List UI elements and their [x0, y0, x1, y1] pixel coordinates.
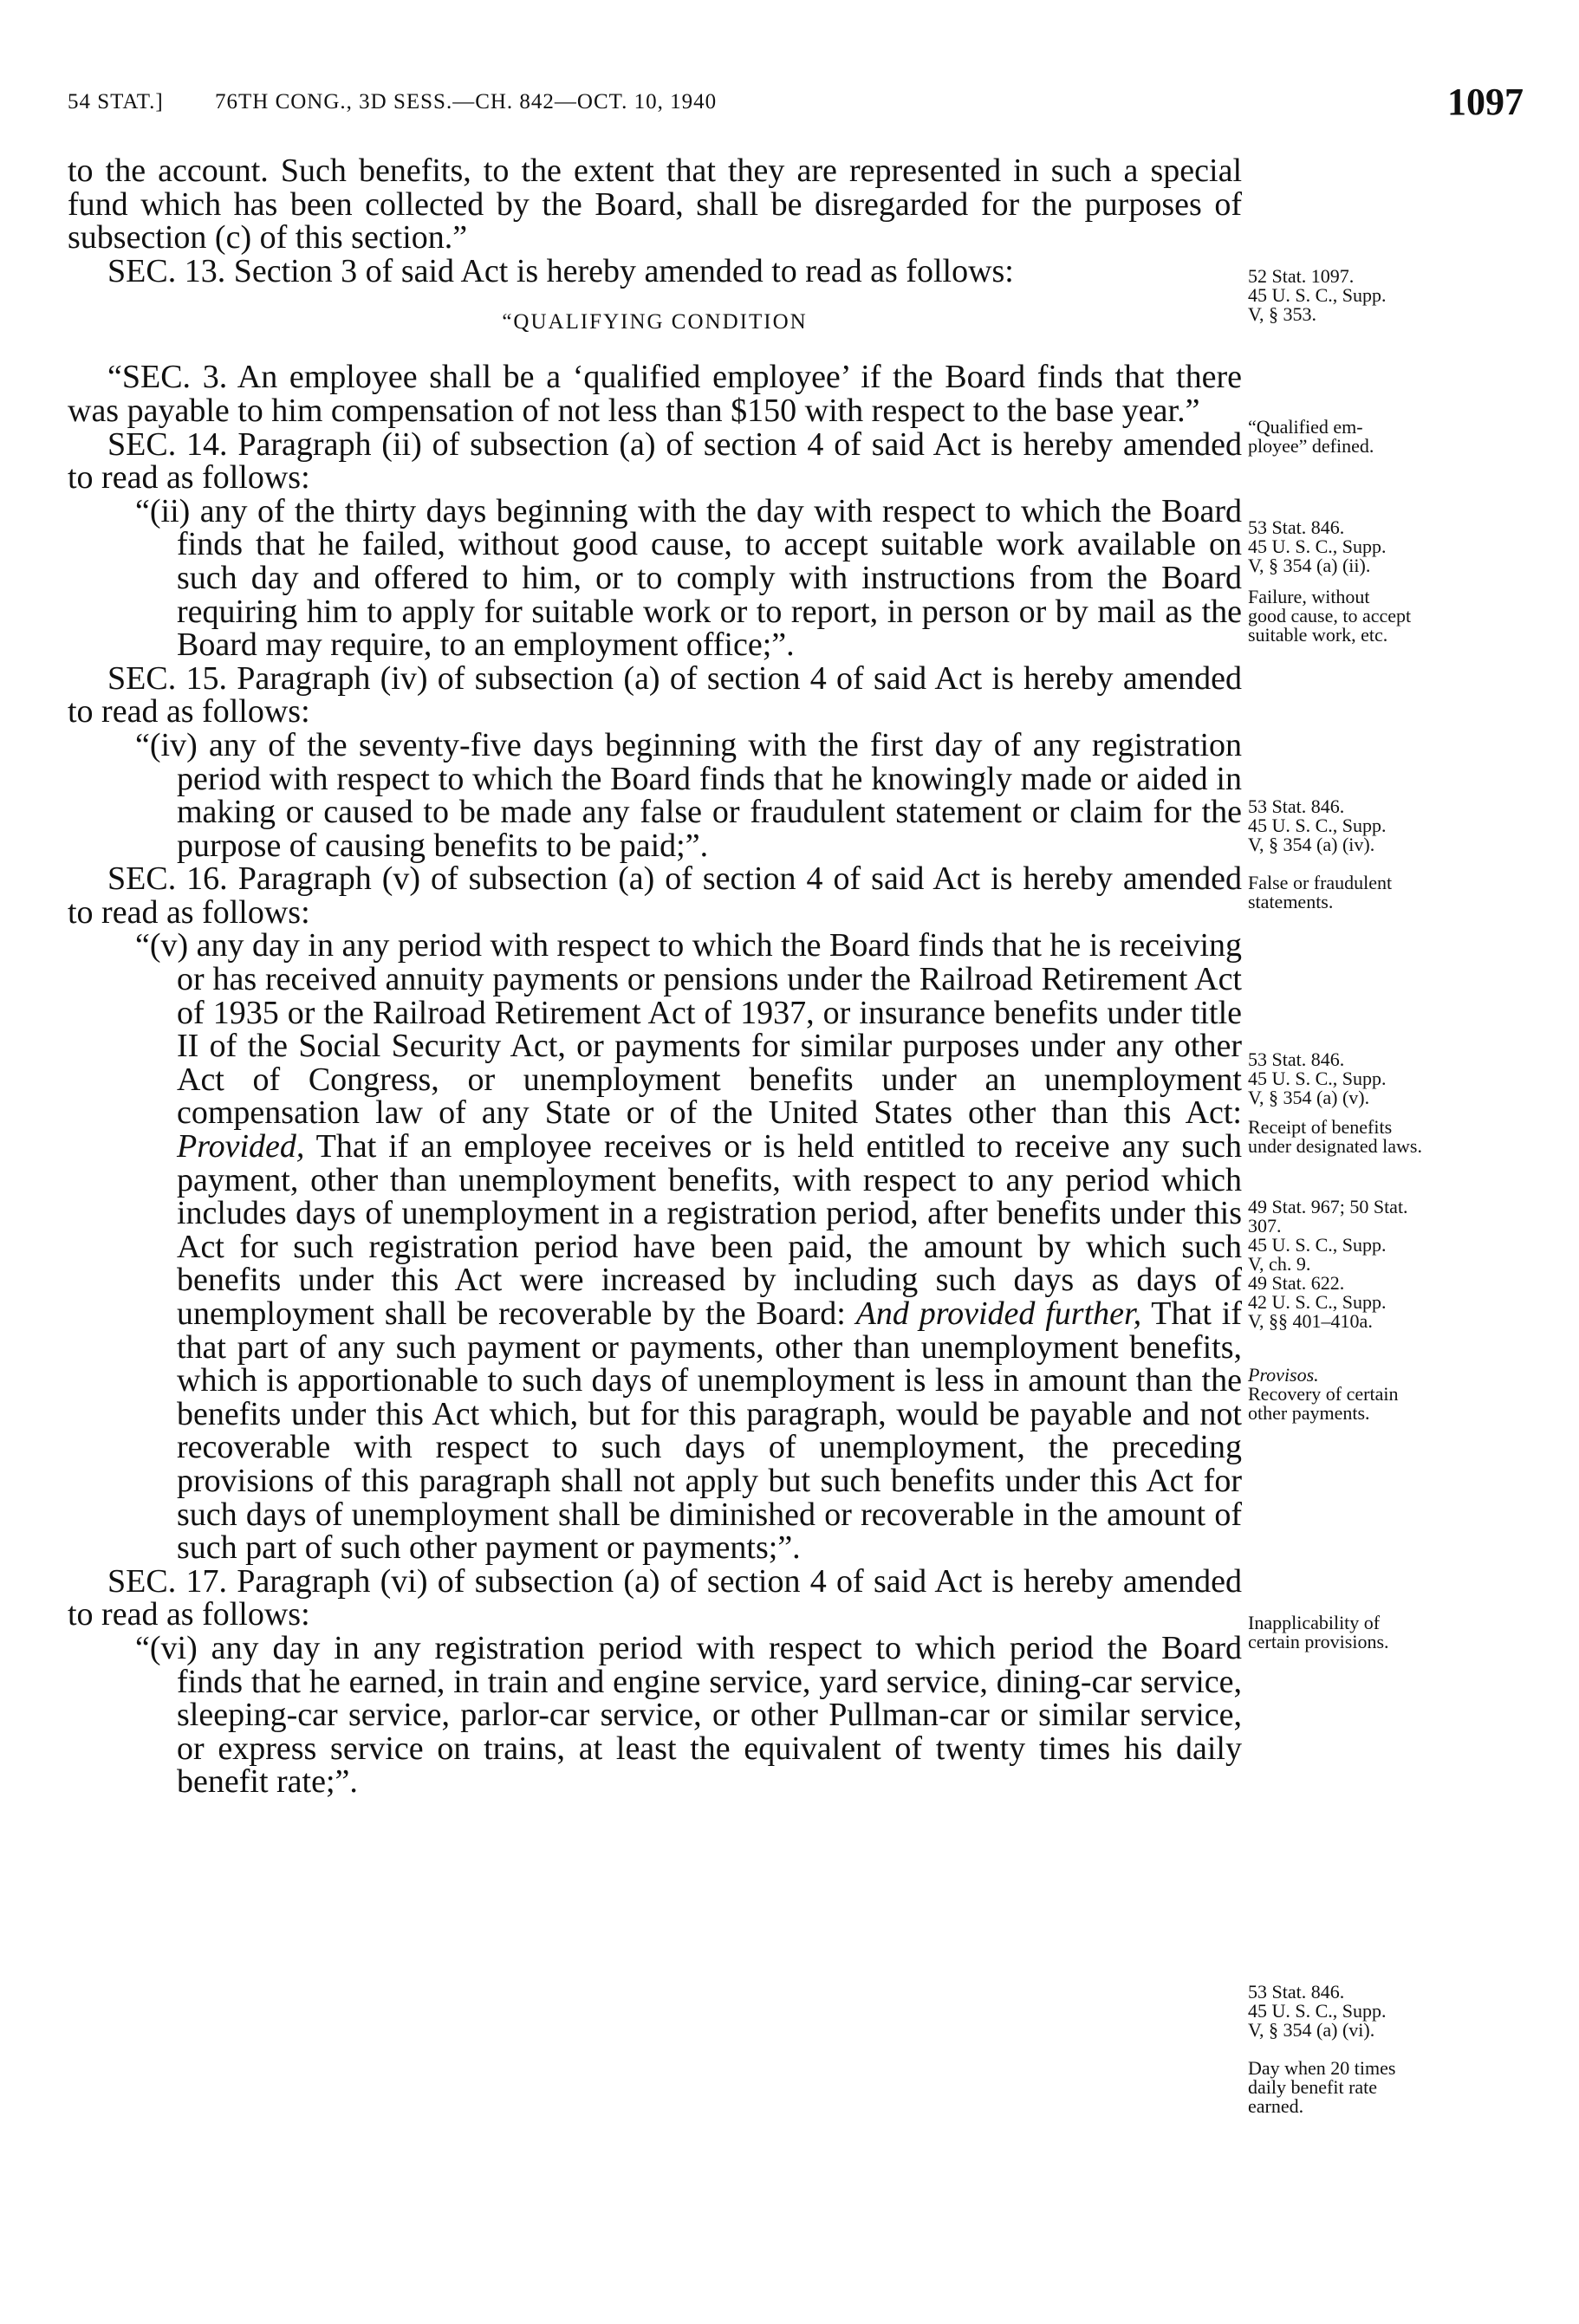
- section-heading: “QUALIFYING CONDITION: [502, 310, 808, 334]
- margin-note-topic: Inapplicability of certain provisions.: [1248, 1612, 1389, 1652]
- paragraph-v-part-2: That if an employee receives or is held entitled to receive any such payment, other than unemployment benefits, with respect to any period which includes days of unemployment in a registration period, after benefits under this Act for such registration period have been paid, the amount by which such benefits under this Act were increased by including such days as days of unemployment shall be recoverable by the Board:: [177, 1128, 1242, 1332]
- margin-note-topic: Day when 20 times daily benefit rate earned.: [1248, 2057, 1396, 2117]
- paragraph-v-part-1: “(v) any day in any period with respect to which the Board finds that he is receiving or has received annuity payments or pensions under the Railroad Retirement Act of 1935 or the Railroad Retirement Act of 1937, or insurance benefits under title II of the Social Security Act, or payments for similar purposes under any other Act of Congress, or unemployment benefits under an unemployment compensation law of any State or of the United States other than this Act:: [135, 927, 1242, 1132]
- section-text: Paragraph (ii) of subsection (a) of section 4 of said Act is hereby amended to read as follows:: [68, 425, 1242, 497]
- session-chapter-date: 76TH CONG., 3D SESS.—CH. 842—OCT. 10, 1940: [215, 90, 718, 114]
- margin-note-topic: “Qualified em- ployee” defined.: [1248, 416, 1374, 457]
- section-label: SEC. 17.: [107, 1562, 227, 1600]
- paragraph-v-part-3: That if that part of any such payment or payments, other than unemployment benefits, which is apportionable to such days of unemployment is less in amount than the benefits under this Act which, but for this paragraph, would be payable and not recoverable with respect to such days of unemployment, the preceding provisions of this paragraph shall not apply but such benefits under this Act for such days of unemployment shall be diminished or recoverable in the amount of such part of such other payment or payments;”.: [177, 1295, 1242, 1567]
- statute-text: [68, 154, 1242, 1799]
- proviso-marker: Provided,: [177, 1128, 305, 1165]
- volume-reference: 54 STAT.]: [68, 90, 164, 114]
- section-text: Paragraph (iv) of subsection (a) of section 4 of said Act is hereby amended to read as follows:: [68, 659, 1242, 730]
- section-text: Paragraph (vi) of subsection (a) of section 4 of said Act is hereby amended to read as follows:: [68, 1562, 1242, 1633]
- section-15: [68, 659, 1242, 730]
- section-14: [68, 425, 1242, 497]
- quoted-paragraph-v: [68, 927, 1242, 1567]
- margin-note-proviso: Provisos. Recovery of certain other payments.: [1248, 1364, 1399, 1424]
- margin-note-citation: 53 Stat. 846. 45 U. S. C., Supp. V, § 354 (a) (vi).: [1248, 1981, 1387, 2041]
- section-label: SEC. 15.: [107, 659, 227, 697]
- section-label: SEC. 13.: [107, 252, 226, 289]
- proviso-further-marker: And provided further,: [855, 1295, 1142, 1332]
- margin-note-citation: 49 Stat. 967; 50 Stat. 307. 45 U. S. C., Supp. V, ch. 9. 49 Stat. 622. 42 U. S. C., Supp. V, §§ 401–410a.: [1248, 1196, 1408, 1332]
- margin-note-topic: False or fraudulent statements.: [1248, 872, 1393, 912]
- section-17: [68, 1562, 1242, 1633]
- margin-note-topic: Receipt of benefits under designated laws.: [1248, 1116, 1422, 1157]
- section-label: “SEC. 3.: [107, 359, 228, 396]
- margin-note-topic: Failure, without good cause, to accept suitable work, etc.: [1248, 586, 1412, 646]
- margin-note-citation: 52 Stat. 1097. 45 U. S. C., Supp. V, § 353.: [1248, 265, 1387, 325]
- section-label: SEC. 14.: [107, 425, 228, 463]
- section-13: [68, 252, 1242, 289]
- quoted-paragraph-iv: “(iv) any of the seventy-five days beginning with the first day of any registration period with respect to which the Board finds that he knowingly made or aided in making or caused to be made any false or fraudulent statement or claim for the purpose of causing benefits to be paid;”.: [135, 726, 1242, 864]
- section-16: [68, 862, 1242, 929]
- margin-note-citation: 53 Stat. 846. 45 U. S. C., Supp. V, § 354 (a) (v).: [1248, 1048, 1387, 1108]
- section-text: Paragraph (v) of subsection (a) of section 4 of said Act is hereby amended to read as follows:: [68, 860, 1242, 931]
- page-number: 1097: [1447, 81, 1524, 123]
- quoted-paragraph-vi: “(vi) any day in any registration period with respect to which period the Board finds that he earned, in train and engine service, yard service, dining-car service, sleeping-car service, parlor-car service, or other Pullman-car or similar service, or express service on trains, at least the equivalent of twenty times his daily benefit rate;”.: [135, 1629, 1242, 1801]
- quoted-paragraph-ii: “(ii) any of the thirty days beginning with the day with respect to which the Board finds that he failed, without good cause, to accept suitable work available on such day and offered to him, or to comply with instructions from the Board requiring him to apply for suitable work or to report, in person or by mail as the Board may require, to an employment office;”.: [135, 492, 1242, 664]
- margin-note-citation: 53 Stat. 846. 45 U. S. C., Supp. V, § 354 (a) (ii).: [1248, 516, 1387, 576]
- running-head: [68, 81, 1524, 137]
- margin-note-citation: 53 Stat. 846. 45 U. S. C., Supp. V, § 354 (a) (iv).: [1248, 795, 1387, 855]
- section-3-quoted: [68, 360, 1242, 427]
- continued-paragraph: to the account. Such benefits, to the extent that they are represented in such a special fund which has been collected by the Board, shall be disregarded for the purposes of subsection (c) of this section.”: [68, 153, 1242, 256]
- section-label: SEC. 16.: [107, 860, 228, 898]
- section-text: Section 3 of said Act is hereby amended to read as follows:: [233, 252, 1014, 289]
- section-text: An employee shall be a ‘qualified employee’ if the Board finds that there was payable to him compensation of not less than $150 with respect to the base year.”: [68, 359, 1242, 429]
